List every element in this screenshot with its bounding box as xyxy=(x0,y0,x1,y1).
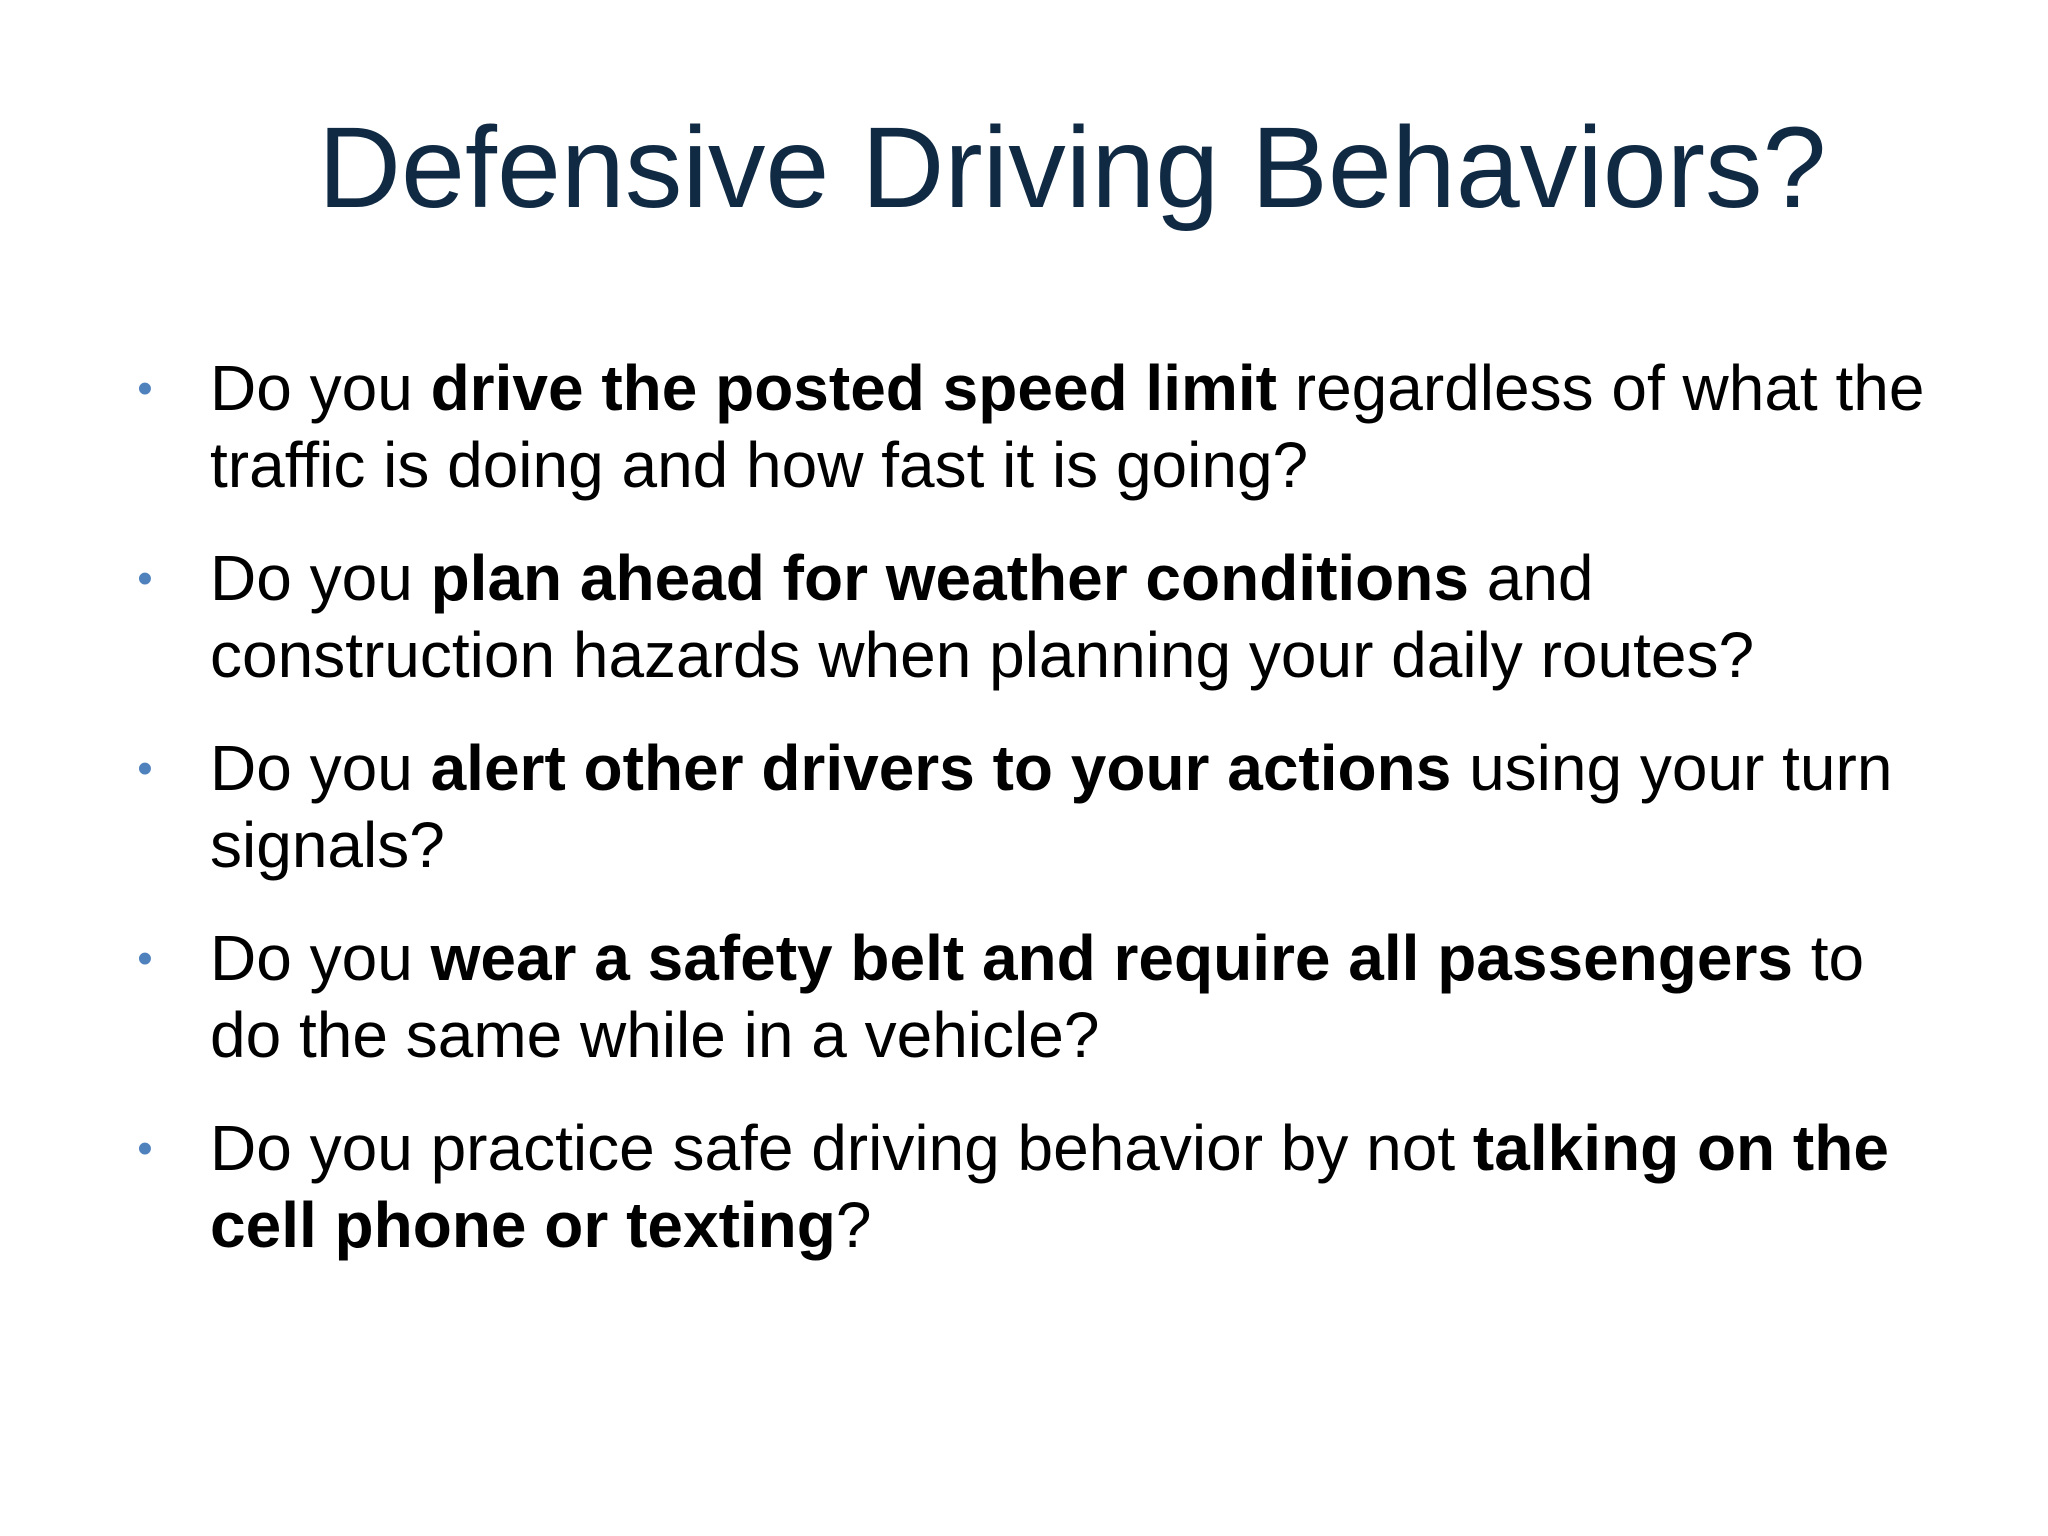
bullet-dot-icon: • xyxy=(137,934,153,983)
bullet-text-pre: Do you xyxy=(210,922,431,994)
bullet-text-bold: plan ahead for weather conditions xyxy=(430,542,1469,614)
slide-title: Defensive Driving Behaviors? xyxy=(318,104,1827,232)
bullet-item xyxy=(130,920,1930,1074)
bullet-text-pre: Do you xyxy=(210,352,431,424)
bullet-item xyxy=(130,1110,1930,1264)
bullet-dot-icon: • xyxy=(137,744,153,793)
bullet-text-pre: Do you practice safe driving behavior by not xyxy=(210,1112,1473,1184)
bullet-text-pre: Do you xyxy=(210,732,431,804)
bullet-text-post: to do the same while in a vehicle? xyxy=(210,922,1865,1071)
bullet-text-bold: talking on the cell phone or texting xyxy=(210,1112,1889,1261)
bullet-dot-icon: • xyxy=(137,1124,153,1173)
bullet-item xyxy=(130,730,1930,884)
bullet-text-post: regardless of what the traffic is doing and how fast it is going? xyxy=(210,352,1925,501)
bullet-item xyxy=(130,540,1930,694)
bullet-text-bold: drive the posted speed limit xyxy=(430,352,1277,424)
bullet-text-bold: alert other drivers to your actions xyxy=(430,732,1452,804)
bullet-list xyxy=(130,350,1930,1300)
bullet-text-pre: Do you xyxy=(210,542,431,614)
bullet-text-post: using your turn signals? xyxy=(210,732,1893,881)
bullet-text-bold: wear a safety belt and require all passengers xyxy=(430,922,1793,994)
bullet-dot-icon: • xyxy=(137,364,153,413)
bullet-text-post: ? xyxy=(835,1189,872,1261)
bullet-dot-icon: • xyxy=(137,554,153,603)
bullet-item xyxy=(130,350,1930,504)
bullet-text-post: and construction hazards when planning your daily routes? xyxy=(210,542,1755,691)
